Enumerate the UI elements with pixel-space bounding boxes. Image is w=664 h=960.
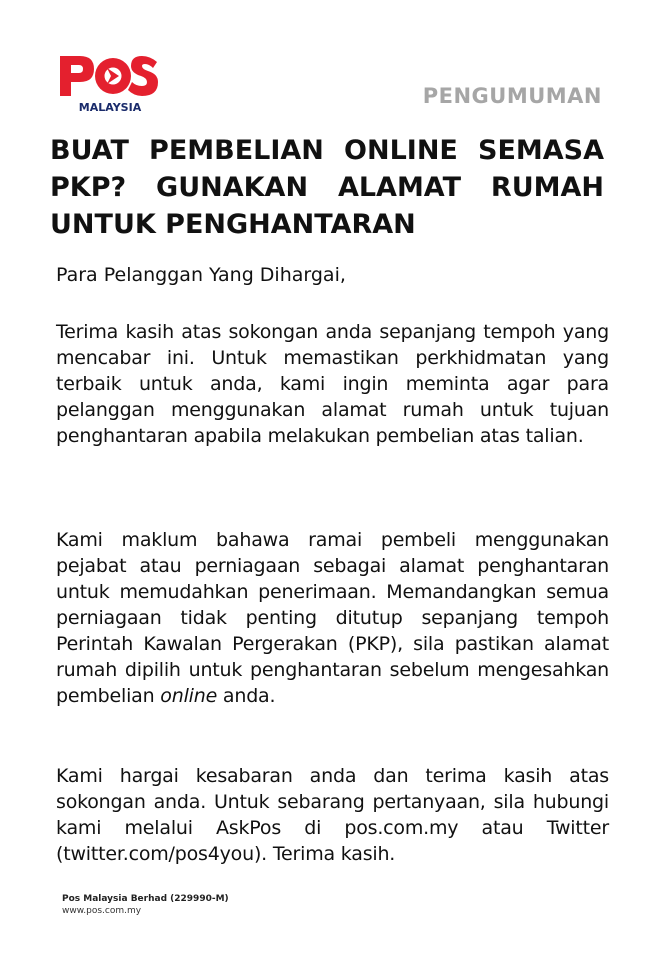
announcement-tag: PENGUMUMAN	[422, 84, 602, 108]
paragraph-2	[56, 527, 609, 709]
paragraph-1: Terima kasih atas sokongan anda sepanjang tempoh yang mencabar ini. Untuk memastikan perkhidmatan yang terbaik untuk anda, kami ingin meminta agar para pelanggan menggunakan alamat rumah untuk tujuan penghantaran apabila melakukan pembelian atas talian.	[56, 321, 609, 447]
headline-line-3: UNTUK PENGHANTARAN	[50, 209, 416, 240]
pos-logo-icon	[58, 52, 162, 114]
paragraph-2-text: Kami maklum bahawa ramai pembeli menggunakan pejabat atau perniagaan sebagai alamat penghantaran untuk memudahkan penerimaan. Memandangkan semua perniagaan tidak penting ditutup sepanjang tempoh Perintah Kawalan Pergerakan (PKP), sila pastikan alamat rumah dipilih untuk penghantaran sebelum mengesahkan pembelian	[56, 529, 609, 707]
logo-subtitle: MALAYSIA	[78, 101, 142, 114]
pos-malaysia-logo	[58, 52, 162, 114]
paragraph-3: Kami hargai kesabaran anda dan terima kasih atas sokongan anda. Untuk sebarang pertanyaan, sila hubungi kami melalui AskPos di pos.com.my atau Twitter (twitter.com/pos4you). Terima kasih.	[56, 765, 609, 865]
headline	[50, 132, 604, 243]
footer-company: Pos Malaysia Berhad (229990-M)	[62, 894, 229, 904]
headline-line-1: BUAT PEMBELIAN ONLINE SEMASA	[50, 135, 604, 166]
paragraph-2-italic: online	[160, 685, 218, 707]
headline-line-2: PKP? GUNAKAN ALAMAT RUMAH	[50, 172, 604, 203]
paragraph-2-end: anda.	[222, 685, 276, 707]
greeting: Para Pelanggan Yang Dihargai,	[56, 264, 346, 286]
footer-website: www.pos.com.my	[62, 906, 142, 916]
footer	[62, 893, 229, 917]
